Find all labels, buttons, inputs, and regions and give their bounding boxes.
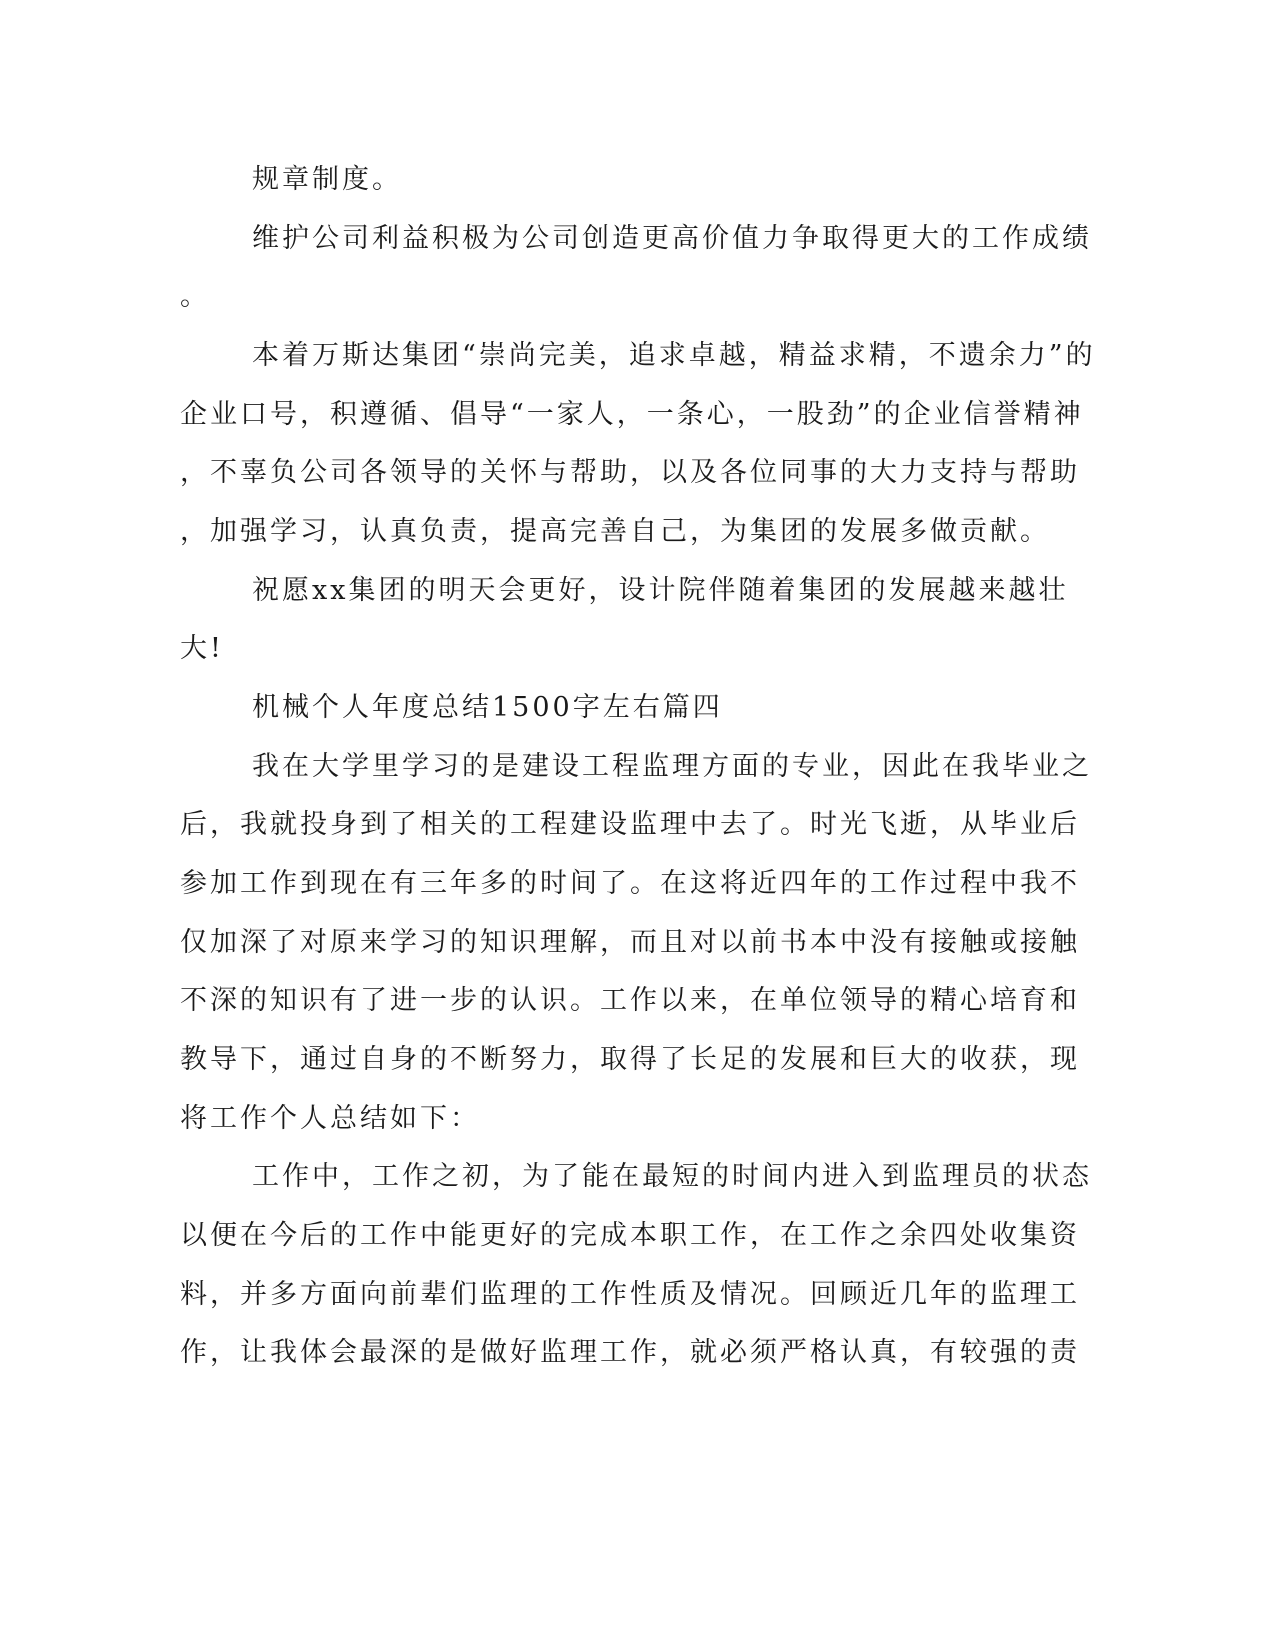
text-line: 作，让我体会最深的是做好监理工作，就必须严格认真，有较强的责: [180, 1337, 1080, 1368]
text-line: 后，我就投身到了相关的工程建设监理中去了。时光飞逝，从毕业后: [180, 809, 1080, 840]
text-line: 。: [180, 281, 210, 312]
text-line: ，加强学习，认真负责，提高完善自己，为集团的发展多做贡献。: [180, 516, 1050, 547]
text-line: 将工作个人总结如下：: [180, 1103, 480, 1134]
text-line: 祝愿xx集团的明天会更好，设计院伴随着集团的发展越来越壮: [252, 575, 1069, 606]
text-line: 规章制度。: [252, 164, 402, 195]
text-line: 大!: [180, 633, 224, 664]
text-line: 不深的知识有了进一步的认识。工作以来，在单位领导的精心培育和: [180, 985, 1080, 1016]
text-line: 本着万斯达集团“崇尚完美，追求卓越，精益求精，不遗余力”的: [252, 340, 1096, 371]
text-line: 以便在今后的工作中能更好的完成本职工作，在工作之余四处收集资: [180, 1220, 1080, 1251]
text-line: 参加工作到现在有三年多的时间了。在这将近四年的工作过程中我不: [180, 868, 1080, 899]
text-line: 我在大学里学习的是建设工程监理方面的专业，因此在我毕业之: [252, 751, 1092, 782]
text-line: 仅加深了对原来学习的知识理解，而且对以前书本中没有接触或接触: [180, 927, 1080, 958]
text-line: 工作中，工作之初，为了能在最短的时间内进入到监理员的状态: [252, 1161, 1092, 1192]
text-line: 企业口号，积遵循、倡导“一家人，一条心，一股劲”的企业信誉精神: [180, 399, 1084, 430]
text-line: ，不辜负公司各领导的关怀与帮助，以及各位同事的大力支持与帮助: [180, 457, 1080, 488]
section-heading: 机械个人年度总结1500字左右篇四: [252, 692, 723, 723]
text-line: 料，并多方面向前辈们监理的工作性质及情况。回顾近几年的监理工: [180, 1279, 1080, 1310]
text-line: 维护公司利益积极为公司创造更高价值力争取得更大的工作成绩: [252, 223, 1092, 254]
text-line: 教导下，通过自身的不断努力，取得了长足的发展和巨大的收获，现: [180, 1044, 1080, 1075]
